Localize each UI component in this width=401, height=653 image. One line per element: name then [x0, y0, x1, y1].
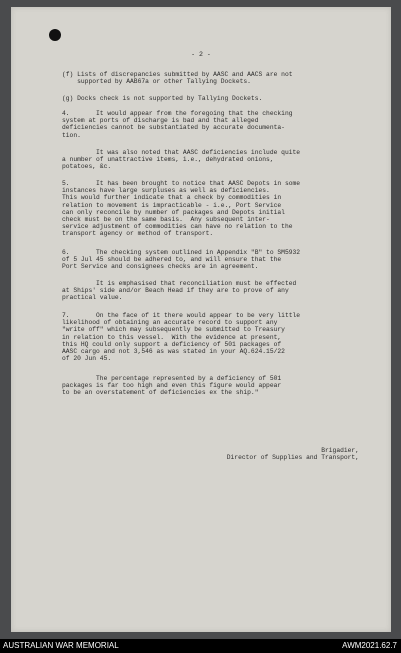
text-line: tion.: [62, 131, 81, 139]
text-line: 7. On the face of it there would appear to be very little: [62, 312, 301, 319]
paragraph-4: [62, 110, 380, 139]
text-line: a number of unattractive items, i.e., dehydrated onions,: [62, 156, 274, 164]
paragraph-6: [62, 249, 380, 271]
signature-block: [227, 447, 359, 462]
text-line: 5. It has been brought to notice that AASC Depots in some: [62, 180, 301, 187]
text-line: packages is far too high and even this figure would appear: [62, 382, 282, 390]
paragraph-7: [62, 312, 380, 362]
text-line: Port Service and consignees checks are in agreement.: [62, 263, 259, 271]
text-line: relation to movement is impracticable - i.e., Port Service: [62, 201, 282, 209]
text-line: AASC cargo and not 3,546 as was stated in your AQ.624.15/22: [62, 348, 285, 356]
paragraph-6-note: [62, 280, 380, 302]
text-line: to be an overstatement of deficiencies ex the ship.": [62, 389, 259, 397]
text-line: in relation to this vessel. With the evidence at present,: [62, 333, 282, 341]
signature-rank: Brigadier,: [321, 447, 359, 454]
text-line: practical value.: [62, 294, 123, 302]
text-line: This would further indicate that a check by commodities in: [62, 194, 282, 202]
punch-hole-mark: [49, 29, 61, 41]
text-line: check must be on the same basis. Any subsequent inter-: [62, 216, 270, 224]
text-line: 6. The checking system outlined in Appendix "B" to SM5932: [62, 249, 301, 256]
paragraph-g: [62, 95, 380, 102]
text-line: likelihood of obtaining an accurate record to support any: [62, 319, 278, 327]
text-line: (f) Lists of discrepancies submitted by AASC and AACS are not: [62, 71, 293, 78]
footer-accession-number: AWM2021.62.7: [342, 641, 397, 650]
text-line: system at ports of discharge is bad and that alleged: [62, 117, 259, 125]
text-line: this HQ could only support a deficiency of 501 packages of: [62, 340, 282, 348]
text-line: of 20 Jun 45.: [62, 355, 112, 363]
page-number: - 2 -: [191, 51, 211, 58]
text-line: instances have large surpluses as well as deficiencies.: [62, 187, 270, 195]
text-line: The percentage represented by a deficiency of 501: [62, 375, 282, 382]
signature-title: Director of Supplies and Transport,: [226, 454, 359, 462]
text-line: "write off" which may subsequently be submitted to Treasury: [62, 326, 285, 334]
text-line: at Ships' side and/or Beach Head if they are to prove of any: [62, 287, 289, 295]
text-line: transport agency or method of transport.: [62, 230, 214, 238]
paragraph-5: [62, 180, 380, 238]
paragraph-f: [62, 71, 380, 85]
text-line: potatoes, &c.: [62, 163, 112, 171]
text-line: (g) Docks check is not supported by Tallying Dockets.: [62, 95, 263, 102]
document-page: [11, 7, 391, 632]
text-line: It is emphasised that reconciliation must be effected: [62, 280, 297, 287]
text-line: can only reconcile by number of packages and Depots initial: [62, 208, 285, 216]
archive-footer: [0, 639, 401, 653]
paragraph-7-note: [62, 375, 380, 397]
text-line: of 5 Jul 45 should be adhered to, and will ensure that the: [62, 256, 282, 264]
text-line: 4. It would appear from the foregoing that the checking: [62, 110, 293, 117]
text-line: service adjustment of commodities can have no relation to the: [62, 223, 293, 231]
text-line: deficiencies cannot be substantiated by accurate documenta-: [62, 124, 285, 132]
text-line: It was also noted that AASC deficiencies include quite: [62, 149, 301, 156]
paragraph-4-note: [62, 149, 380, 171]
footer-institution: AUSTRALIAN WAR MEMORIAL: [3, 641, 119, 650]
text-line: supported by AAB67a or other Tallying Dockets.: [62, 78, 251, 86]
